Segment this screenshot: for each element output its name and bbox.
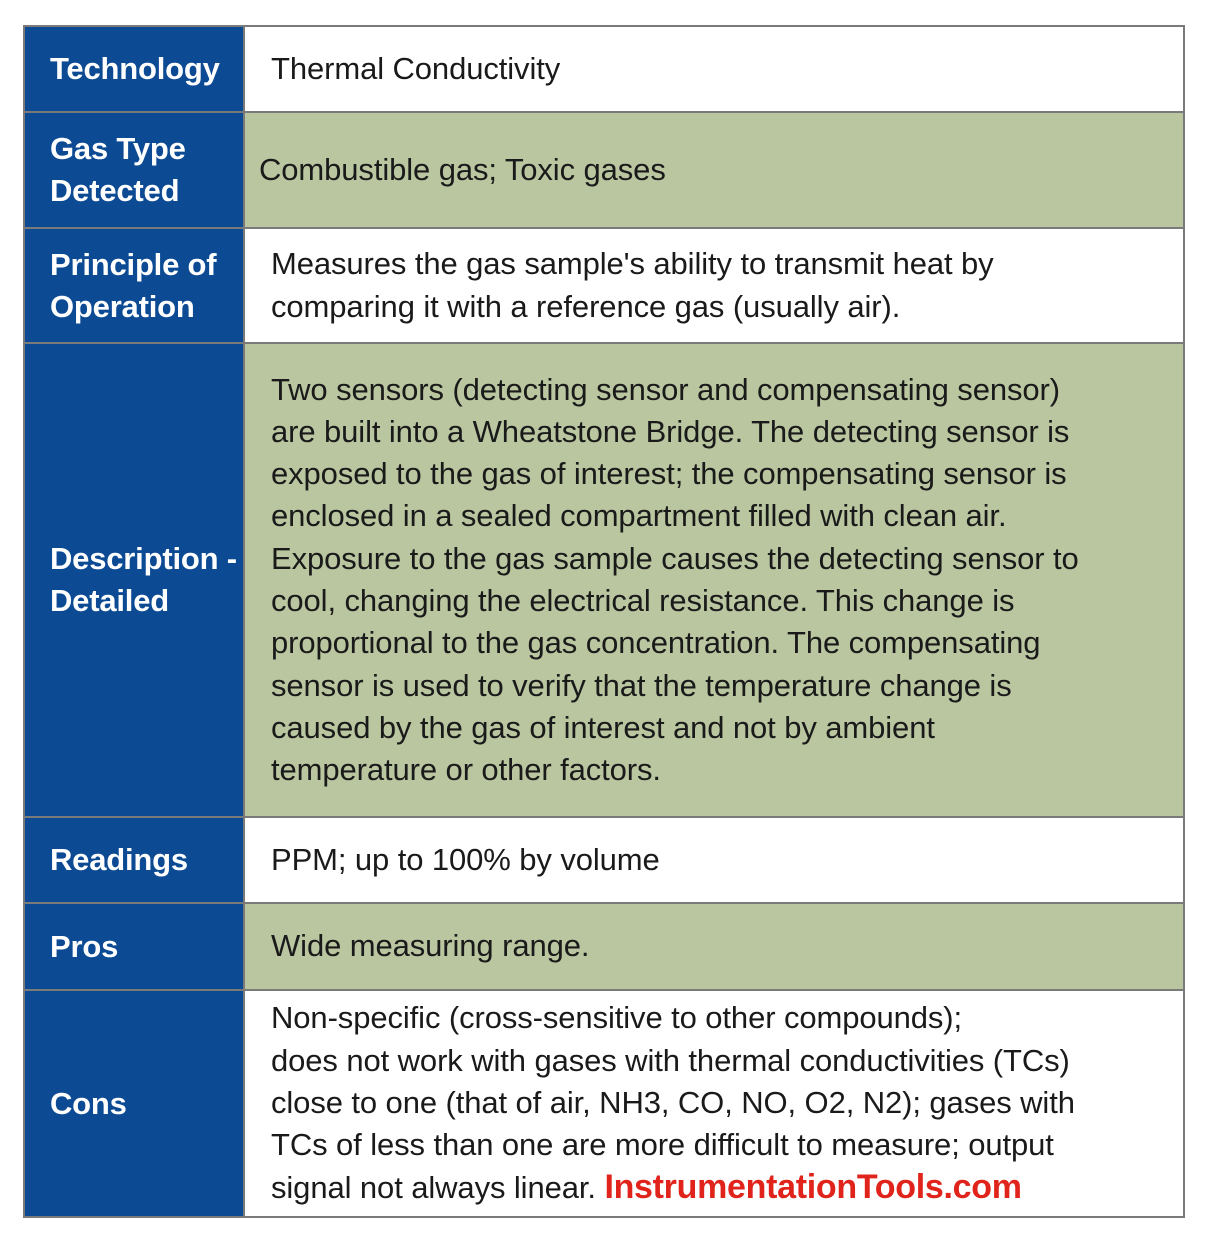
row-value: Thermal Conductivity (245, 27, 1183, 111)
row-label: Pros (25, 904, 245, 989)
row-label: Technology (25, 27, 245, 111)
row-label: Description - Detailed (25, 344, 245, 816)
watermark-text: InstrumentationTools.com (604, 1168, 1022, 1207)
row-value: Measures the gas sample's ability to transmit heat by comparing it with a reference gas (usually air). (245, 229, 1183, 342)
row-value: Wide measuring range. (245, 904, 1183, 989)
table-row-technology (25, 27, 1183, 111)
table-row-readings (25, 818, 1183, 902)
row-value: Two sensors (detecting sensor and compensating sensor) are built into a Wheatstone Bridge. The detecting sensor is exposed to the gas of interest; the compensating sensor is enclosed in a sealed compartment filled with clean air. Exposure to the gas sample causes the detecting sensor to cool, changing the electrical resistance. This change is proportional to the gas concentration. The compensating sensor is used to verify that the temperature change is caused by the gas of interest and not by ambient temperature or other factors. (245, 344, 1183, 816)
row-value (245, 991, 1183, 1216)
row-label: Cons (25, 991, 245, 1216)
row-label: Principle of Operation (25, 229, 245, 342)
gas-detector-table (23, 25, 1185, 1218)
table-row-description (25, 344, 1183, 816)
cons-text: Non-specific (cross-sensitive to other compounds); does not work with gases with thermal conductivities (TCs) close to one (that of air, NH3, CO, NO, O2, N2); gases with TCs of less than one are more difficult to measure; output signal not always linear. (271, 1000, 1075, 1206)
table-row-pros (25, 904, 1183, 989)
table-row-principle (25, 229, 1183, 342)
row-value: PPM; up to 100% by volume (245, 818, 1183, 902)
row-label: Gas Type Detected (25, 113, 245, 227)
row-value: Combustible gas; Toxic gases (245, 113, 1183, 227)
table-row-gas-type (25, 113, 1183, 227)
table-row-cons (25, 991, 1183, 1216)
row-label: Readings (25, 818, 245, 902)
